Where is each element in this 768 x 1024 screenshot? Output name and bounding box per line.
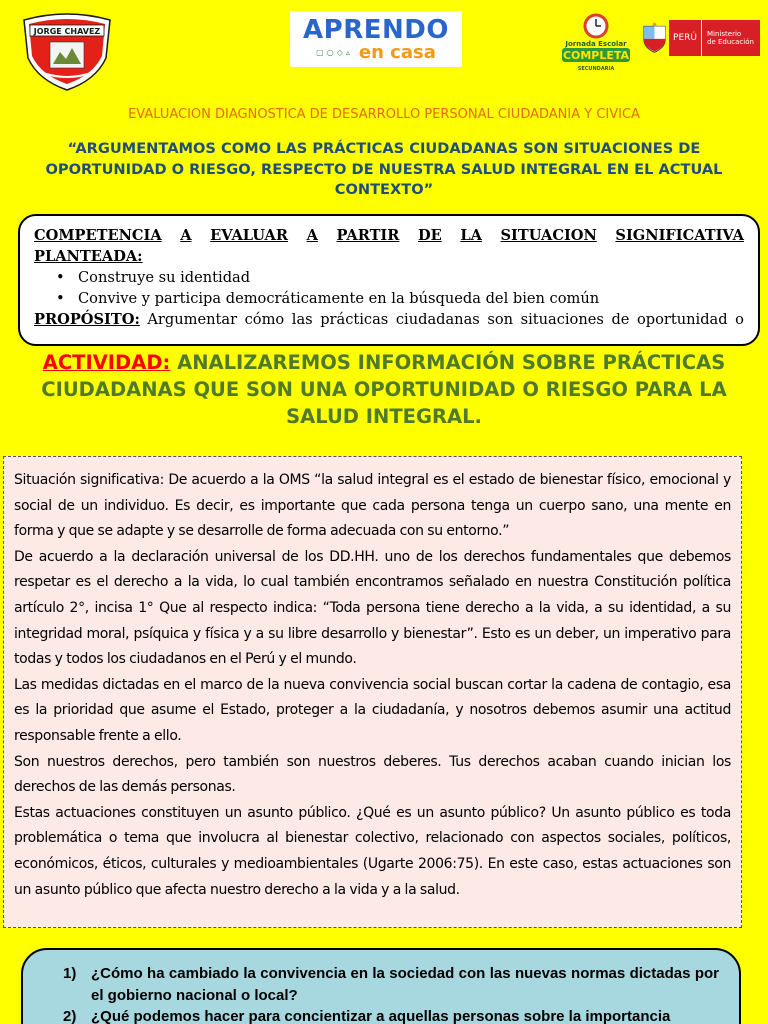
purpose-word: o: [735, 311, 744, 328]
jornada-line3: SECUNDARIA: [577, 66, 615, 72]
aprendo-title: APRENDO: [303, 14, 449, 45]
purpose-label: PROPÓSITO:: [34, 311, 140, 328]
purpose-word: prácticas: [320, 311, 389, 328]
question-item: [63, 1006, 719, 1024]
aprendo-en-casa-logo: [290, 11, 462, 67]
purpose-word: cómo: [244, 311, 285, 328]
question-item: [63, 963, 719, 1006]
minedu-logo: [642, 20, 760, 56]
competence-title-word: SITUACION: [500, 227, 597, 244]
aprendo-subtitle: en casa: [358, 41, 436, 63]
aprendo-shapes-icon: ▢○◇▵: [316, 48, 353, 57]
purpose-word: oportunidad: [636, 311, 728, 328]
purpose-word: las: [291, 311, 313, 328]
activity-heading: [30, 349, 738, 430]
question-number: 1): [63, 965, 77, 982]
question-text: ¿Qué podemos hacer para concientizar a aquellas personas sobre la importancia: [91, 1008, 671, 1024]
competence-title-word: COMPETENCIA: [34, 227, 162, 244]
peru-label: PERÚ: [669, 20, 702, 56]
competence-title-word: SIGNIFICATIVA: [615, 227, 744, 244]
purpose-word: son: [487, 311, 514, 328]
activity-text: ANALIZAREMOS INFORMACIÓN SOBRE PRÁCTICAS CIUDADANAS QUE SON UNA OPORTUNIDAD O RIESGO PARA LA SALUD INTEGRAL.: [41, 351, 727, 428]
ministry-line1: Ministerio: [707, 30, 742, 38]
jornada-line2: COMPLETA: [562, 49, 630, 62]
question-text: ¿Cómo ha cambiado la convivencia en la sociedad con las nuevas normas dictadas por el gobierno nacional o local?: [91, 965, 719, 1004]
competence-box: [18, 214, 760, 346]
school-logo-text: JORGE CHAVEZ: [33, 27, 101, 36]
purpose-word: ciudadanas: [395, 311, 480, 328]
situation-paragraph: Las medidas dictadas en el marco de la nueva convivencia social buscan cortar la cadena de contagio, esa es la prioridad que asume el Estado, proteger a la ciudadanía, y nosotros debemos asumir una actitud responsable frente a ello.: [14, 676, 731, 744]
situation-paragraph: Estas actuaciones constituyen un asunto público. ¿Qué es un asunto público? Un asunto público es toda problemática o tema que involucra al bienestar colectivo, relacionado con aspectos sociales, políticos, económicos, éticos, culturales y medioambientales (Ugarte 2006:75). En este caso, estas actuaciones son un asunto público que afecta nuestro derecho a la vida y a la salud.: [14, 804, 731, 898]
situation-paragraph: De acuerdo a la declaración universal de los DD.HH. uno de los derechos fundamentales que debemos respetar es el derecho a la vida, lo cual también encontramos señalado en nuestra Constitución política artículo 2°, incisa 1° Que al respecto indica: “Toda persona tiene derecho a la vida, a su identidad, a su integridad moral, psíquica y física y a su libre desarrollo y bienestar”. Esto es un deber, un imperativo para todas y todos los ciudadanos en el Perú y el mundo.: [14, 548, 731, 668]
purpose-line: [34, 309, 744, 330]
competence-title-word: EVALUAR: [210, 227, 288, 244]
situation-box: [3, 456, 742, 928]
competence-title: [34, 225, 744, 246]
school-logo: [20, 12, 114, 92]
situation-paragraph: Situación significativa: De acuerdo a la OMS “la salud integral es el estado de bienestar físico, emocional y social de un individuo. Es decir, es importante que cada persona tenga un cuerpo sano, una mente en forma y que se adapte y se desarrolle de forma adecuada con su entorno.”: [14, 472, 731, 540]
peru-shield-icon: [642, 21, 667, 55]
competence-list: [34, 267, 744, 309]
jornada-escolar-logo: [558, 10, 634, 72]
purpose-word: Argumentar: [147, 311, 238, 328]
competence-title-word: A: [306, 227, 318, 244]
competence-item: • Construye su identidad: [56, 267, 744, 288]
situation-paragraph: Son nuestros derechos, pero también son nuestros deberes. Tus derechos acaban cuando inician los derechos de las demás personas.: [14, 753, 731, 796]
questions-box: [21, 948, 741, 1024]
ministry-line2: de Educación: [707, 38, 754, 46]
competence-title-word: DE: [417, 227, 442, 244]
activity-label: ACTIVIDAD:: [42, 351, 171, 374]
competence-item: • Convive y participa democráticamente en la búsqueda del bien común: [56, 288, 744, 309]
evaluation-title: EVALUACION DIAGNOSTICA DE DESARROLLO PERSONAL CIUDADANIA Y CIVICA: [128, 107, 640, 122]
competence-title-word: LA: [460, 227, 482, 244]
purpose-word: de: [611, 311, 630, 328]
purpose-word: situaciones: [520, 311, 604, 328]
competence-title-word: PARTIR: [336, 227, 400, 244]
jornada-line1: Jornada Escolar: [565, 40, 627, 48]
competence-title-line2: PLANTEADA:: [34, 248, 143, 265]
question-number: 2): [63, 1008, 77, 1024]
main-title: “ARGUMENTAMOS COMO LAS PRÁCTICAS CIUDADANAS SON SITUACIONES DE OPORTUNIDAD O RIESGO, RESPECTO DE NUESTRA SALUD INTEGRAL EN EL ACTUAL CONTEXTO”: [45, 140, 723, 198]
competence-title-word: A: [180, 227, 192, 244]
